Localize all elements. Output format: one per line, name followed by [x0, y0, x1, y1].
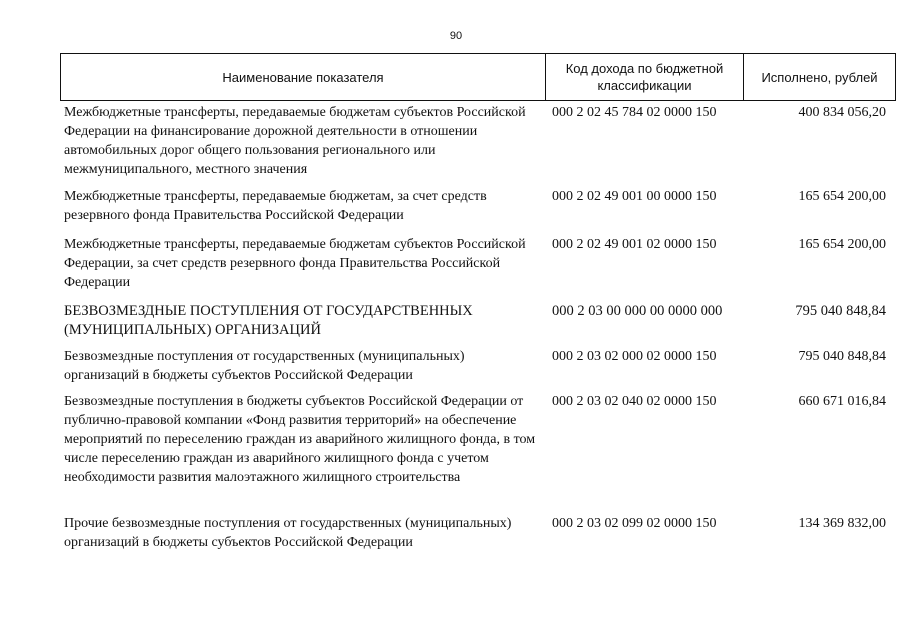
row-amount: 165 654 200,00	[798, 189, 886, 204]
row-code: 000 2 03 02 040 02 0000 150	[552, 394, 717, 409]
header-code: Код дохода по бюджетной классификации	[545, 54, 743, 100]
row-name: Межбюджетные трансферты, передаваемые бюджетам субъектов Российской Федерации, за счет средств резервного фонда Правительства Российской Федерации	[64, 237, 526, 290]
table-header	[60, 53, 896, 101]
header-name: Наименование показателя	[222, 69, 384, 85]
row-code: 000 2 03 02 000 02 0000 150	[552, 349, 717, 364]
row-amount: 165 654 200,00	[798, 237, 886, 252]
row-amount: 134 369 832,00	[798, 516, 886, 531]
row-name: Безвозмездные поступления в бюджеты субъектов Российской Федерации от публично-правовой компании «Фонд развития территорий» на обеспечение мероприятий по переселению граждан из аварийного жилищного фонда, в том числе переселению граждан из аварийного жилищного фонда с учетом необходимости развития малоэтажного жилищного строительства	[64, 394, 536, 485]
page-number: 90	[449, 30, 463, 42]
row-code: 000 2 03 00 000 00 0000 000	[552, 303, 723, 319]
row-amount: 795 040 848,84	[795, 303, 886, 319]
row-amount: 400 834 056,20	[798, 105, 886, 120]
row-code: 000 2 02 49 001 00 0000 150	[552, 189, 717, 204]
row-name: Безвозмездные поступления от государственных (муниципальных) организаций в бюджеты субъектов Российской Федерации	[64, 349, 465, 383]
row-name: Межбюджетные трансферты, передаваемые бюджетам, за счет средств резервного фонда Правительства Российской Федерации	[64, 189, 487, 223]
row-code: 000 2 02 45 784 02 0000 150	[552, 105, 717, 120]
row-amount: 660 671 016,84	[798, 394, 886, 409]
row-name: БЕЗВОЗМЕЗДНЫЕ ПОСТУПЛЕНИЯ ОТ ГОСУДАРСТВЕННЫХ (МУНИЦИПАЛЬНЫХ) ОРГАНИЗАЦИЙ	[64, 303, 473, 338]
row-name: Межбюджетные трансферты, передаваемые бюджетам субъектов Российской Федерации на финансирование дорожной деятельности в отношении автомобильных дорог общего пользования регионального или межмуниципального, местного значения	[64, 105, 526, 177]
row-code: 000 2 03 02 099 02 0000 150	[552, 516, 717, 531]
row-amount: 795 040 848,84	[798, 349, 886, 364]
row-name: Прочие безвозмездные поступления от государственных (муниципальных) организаций в бюджеты субъектов Российской Федерации	[64, 516, 512, 550]
row-code: 000 2 02 49 001 02 0000 150	[552, 237, 717, 252]
header-amount: Исполнено, рублей	[743, 54, 895, 100]
